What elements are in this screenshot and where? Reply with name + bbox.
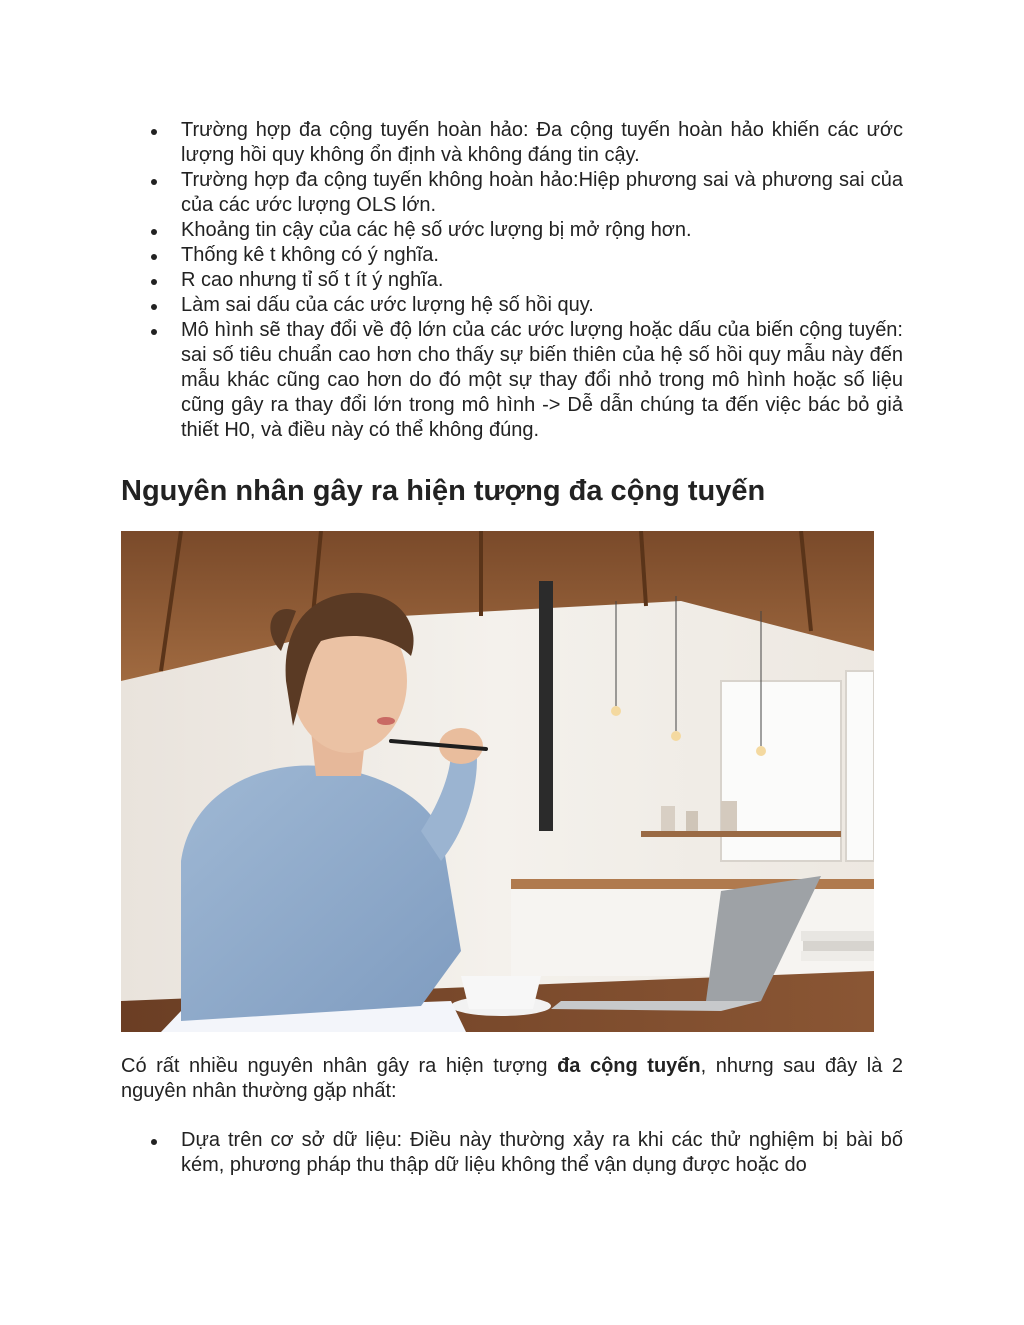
- list-item: Khoảng tin cậy của các hệ số ước lượng bị mở rộng hơn.: [121, 218, 903, 243]
- list-item: Thống kê t không có ý nghĩa.: [121, 243, 903, 268]
- bullet-icon: [151, 304, 157, 310]
- bullet-icon: [151, 129, 157, 135]
- cafe-photo: [121, 531, 874, 1032]
- bullet-icon: [151, 179, 157, 185]
- bullet-icon: [151, 1139, 157, 1145]
- bullet-icon: [151, 229, 157, 235]
- document-page: [121, 118, 903, 1178]
- list-item: Dựa trên cơ sở dữ liệu: Điều này thường xảy ra khi các thử nghiệm bị bài bố kém, phương pháp thu thập dữ liệu không thể vận dụng được hoặc do: [121, 1128, 903, 1178]
- list-item: Trường hợp đa cộng tuyến hoàn hảo: Đa cộng tuyến hoàn hảo khiến các ước lượng hồi quy không ổn định và không đáng tin cậy.: [121, 118, 903, 168]
- bullet-icon: [151, 279, 157, 285]
- section-heading: Nguyên nhân gây ra hiện tượng đa cộng tuyến: [121, 475, 766, 507]
- list-item: Trường hợp đa cộng tuyến không hoàn hảo:Hiệp phương sai và phương sai của của các ước lượng OLS lớn.: [121, 168, 903, 218]
- list-item: Làm sai dấu của các ước lượng hệ số hồi quy.: [121, 293, 903, 318]
- bullet-icon: [151, 254, 157, 260]
- effects-list: [121, 118, 903, 443]
- causes-list: [121, 1128, 903, 1178]
- intro-paragraph: Có rất nhiều nguyên nhân gây ra hiện tượng đa cộng tuyến, nhưng sau đây là 2 nguyên nhân thường gặp nhất:: [121, 1055, 903, 1102]
- list-item: Mô hình sẽ thay đổi về độ lớn của các ước lượng hoặc dấu của biến cộng tuyến: sai số tiêu chuẩn cao hơn cho thấy sự biến thiên của hệ số hồi quy mẫu này đến mẫu khác cũng cao hơn do đó một sự thay đổi nhỏ trong mô hình hoặc số liệu cũng gây ra thay đổi lớn trong mô hình -> Dễ dẫn chúng ta đến việc bác bỏ giả thiết H0, và điều này có thể không đúng.: [121, 318, 903, 443]
- list-item: R cao nhưng tỉ số t ít ý nghĩa.: [121, 268, 903, 293]
- woman-studying-illustration: [121, 531, 874, 1032]
- bullet-icon: [151, 329, 157, 335]
